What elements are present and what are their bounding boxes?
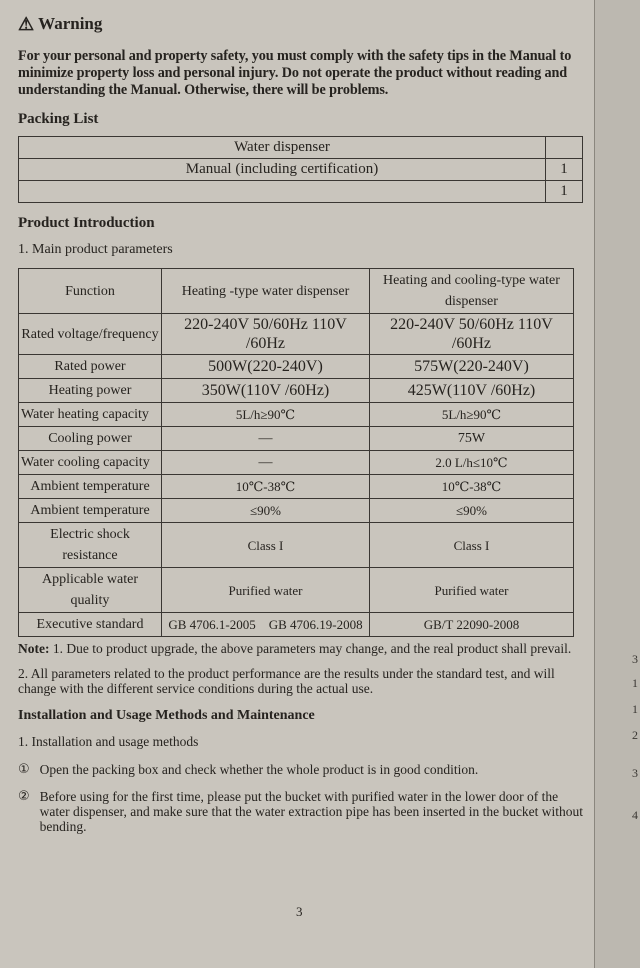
param-name: Ambient temperature (19, 475, 162, 499)
adjacent-page-digit: 3 (632, 652, 638, 666)
table-row (19, 568, 574, 613)
table-row (19, 499, 574, 523)
packing-item: Water dispenser (19, 137, 546, 159)
table-row (19, 403, 574, 427)
param-value-heating-cooling: 2.0 L/h≤10℃ (369, 451, 573, 475)
param-value-heating-cooling: Class I (369, 523, 573, 568)
packing-item: Manual (including certification) (19, 159, 546, 181)
step-marker: ② (18, 789, 30, 804)
column-header: Function (19, 269, 162, 314)
list-item (18, 762, 586, 777)
param-value-heating: Purified water (162, 568, 370, 613)
note-1 (18, 641, 586, 656)
note-1-text: 1. Due to product upgrade, the above parameters may change, and the real product shall prevail. (52, 641, 572, 656)
packing-qty: 1 (546, 181, 583, 203)
param-name: Applicable water quality (19, 568, 162, 613)
param-value-heating-cooling: 75W (369, 427, 573, 451)
table-row (19, 427, 574, 451)
param-value-heating-cooling: ≤90% (369, 499, 573, 523)
table-header-row (19, 269, 574, 314)
column-header: Heating -type water dispenser (162, 269, 370, 314)
table-row (19, 475, 574, 499)
note-label: Note: (18, 641, 50, 656)
param-value-heating-cooling: 220-240V 50/60Hz 110V /60Hz (369, 314, 573, 355)
packing-qty: 1 (546, 159, 583, 181)
param-value-heating: — (162, 451, 370, 475)
param-value-heating: Class I (162, 523, 370, 568)
param-value-heating-cooling: 5L/h≥90℃ (369, 403, 573, 427)
adjacent-page-digit: 4 (632, 808, 638, 822)
param-value-heating-cooling: GB/T 22090-2008 (369, 613, 573, 637)
column-header: Heating and cooling-type water dispenser (369, 269, 573, 314)
adjacent-page-digit: 1 (632, 702, 638, 716)
packing-list-table (18, 136, 583, 203)
param-value-heating: 350W(110V /60Hz) (162, 379, 370, 403)
param-value-heating-cooling: Purified water (369, 568, 573, 613)
adjacent-page-digit: 1 (632, 676, 638, 690)
param-value-heating: 5L/h≥90℃ (162, 403, 370, 427)
warning-triangle-icon: ⚠ (18, 14, 35, 34)
param-value-heating: 500W(220-240V) (162, 355, 370, 379)
table-row (19, 451, 574, 475)
param-value-heating: — (162, 427, 370, 451)
list-item (18, 789, 586, 834)
param-name: Water cooling capacity (19, 451, 162, 475)
param-name: Cooling power (19, 427, 162, 451)
main-parameters-subhead: 1. Main product parameters (18, 242, 173, 257)
param-name: Electric shock resistance (19, 523, 162, 568)
table-row (19, 159, 583, 181)
table-row (19, 523, 574, 568)
table-row (19, 137, 583, 159)
param-name: Executive standard (19, 613, 162, 637)
table-row (19, 613, 574, 637)
warning-title: Warning (38, 14, 103, 33)
packing-list-title: Packing List (18, 111, 99, 127)
param-value-heating: ≤90% (162, 499, 370, 523)
param-value-heating: GB 4706.1-2005 GB 4706.19-2008 (162, 613, 370, 637)
packing-item (19, 181, 546, 203)
param-value-heating: 10℃-38℃ (162, 475, 370, 499)
parameters-table (18, 268, 574, 637)
param-value-heating-cooling: 425W(110V /60Hz) (369, 379, 573, 403)
step-text: Open the packing box and check whether the whole product is in good condition. (39, 762, 479, 777)
param-value-heating-cooling: 575W(220-240V) (369, 355, 573, 379)
param-name: Heating power (19, 379, 162, 403)
param-name: Water heating capacity (19, 403, 162, 427)
installation-subhead: 1. Installation and usage methods (18, 734, 199, 749)
warning-text: For your personal and property safety, you must comply with the safety tips in the Manual to minimize property loss and personal injury. Do not operate the product without reading and understanding the Manual. Otherwise, there will be problems. (18, 48, 572, 98)
adjacent-page-edge (594, 0, 640, 968)
table-row (19, 314, 574, 355)
page-number: 3 (296, 904, 303, 919)
param-name: Ambient temperature (19, 499, 162, 523)
installation-steps (18, 762, 586, 834)
note-2: 2. All parameters related to the product performance are the results under the standard test, and will change with the different service conditions during the actual use. (18, 666, 555, 696)
param-value-heating-cooling: 10℃-38℃ (369, 475, 573, 499)
param-name: Rated voltage/frequency (19, 314, 162, 355)
page-content (18, 8, 586, 834)
step-marker: ① (18, 762, 30, 777)
installation-title: Installation and Usage Methods and Maintenance (18, 708, 315, 723)
product-introduction-title: Product Introduction (18, 215, 155, 231)
param-name: Rated power (19, 355, 162, 379)
packing-qty (546, 137, 583, 159)
table-row (19, 355, 574, 379)
table-row (19, 379, 574, 403)
adjacent-page-digit: 3 (632, 766, 638, 780)
warning-heading (18, 14, 586, 34)
step-text: Before using for the first time, please put the bucket with purified water in the lower door of the water dispenser, and make sure that the water extraction pipe has been inserted in the bucket without bending. (39, 789, 584, 834)
adjacent-page-digit: 2 (632, 728, 638, 742)
table-row (19, 181, 583, 203)
param-value-heating: 220-240V 50/60Hz 110V /60Hz (162, 314, 370, 355)
